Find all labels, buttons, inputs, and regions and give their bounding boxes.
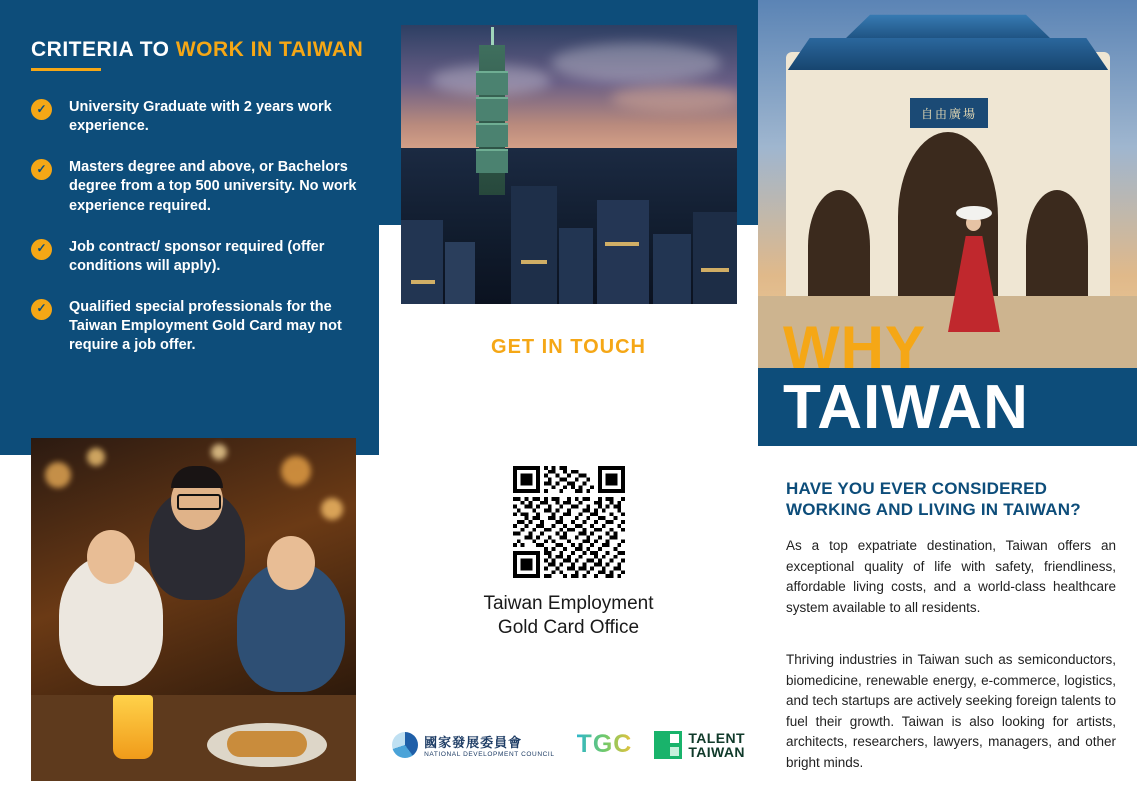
considered-heading-line1: HAVE YOU EVER CONSIDERED [786, 479, 1048, 498]
bokeh-light [281, 456, 311, 486]
person-face [87, 530, 135, 584]
bokeh-light [45, 462, 71, 488]
gate-arch-right [1026, 190, 1088, 302]
list-item-text: Masters degree and above, or Bachelors degree from a top 500 university. No work experience required. [69, 159, 357, 214]
person-face [267, 536, 315, 590]
window-light [521, 260, 547, 264]
taipei-skyline-photo [401, 25, 737, 304]
tower-segment [476, 71, 508, 95]
friends-photo [31, 438, 356, 781]
building [445, 242, 475, 304]
window-light [411, 280, 435, 284]
food-item [227, 731, 307, 757]
ndc-logo-english: NATIONAL DEVELOPMENT COUNCIL [424, 750, 555, 758]
list-item-text: Qualified special professionals for the Taiwan Employment Gold Card may not require a job offer. [69, 298, 342, 354]
qr-code[interactable] [513, 466, 625, 578]
building [693, 212, 737, 304]
building [653, 234, 691, 304]
bokeh-light [87, 448, 105, 466]
building [559, 228, 593, 304]
list-item-text: University Graduate with 2 years work experience. [69, 99, 332, 135]
talent-taiwan-logo [654, 731, 745, 759]
get-in-touch-heading: GET IN TOUCH [491, 336, 646, 358]
eyeglasses-icon [177, 494, 221, 510]
talent-taiwan-logo-icon [654, 731, 682, 759]
criteria-title [31, 38, 363, 62]
talent-taiwan-line2: TAIWAN [688, 743, 745, 760]
woman-in-red-dress [944, 206, 1002, 332]
check-icon: ✓ [31, 99, 52, 120]
gate-arch-left [808, 190, 870, 302]
building [597, 200, 649, 304]
sun-hat [956, 206, 992, 220]
window-light [605, 242, 639, 246]
ndc-logo [392, 732, 554, 758]
ndc-logo-icon [392, 732, 418, 758]
qr-code-image [513, 466, 625, 578]
office-caption-line2: Gold Card Office [497, 616, 640, 638]
check-icon: ✓ [31, 239, 52, 260]
why-heading: WHY [783, 314, 926, 381]
ndc-logo-chinese: 國家發展委員會 [424, 734, 523, 750]
criteria-title-prefix: CRITERIA TO [31, 38, 176, 61]
liberty-square-gate-photo [758, 0, 1137, 368]
building [401, 220, 443, 304]
bokeh-light [211, 444, 227, 460]
gate-plaque: 自由廣場 [910, 98, 988, 128]
tgc-logo: TGC [576, 730, 633, 758]
cloud [551, 43, 721, 83]
partner-logos [379, 730, 758, 759]
criteria-title-highlight: WORK IN TAIWAN [175, 38, 364, 61]
list-item-text: Job contract/ sponsor required (offer conditions will apply). [69, 238, 325, 274]
tower-segment [476, 123, 508, 147]
talent-taiwan-line1: TALENT [688, 729, 745, 746]
paragraph-industries: Thriving industries in Taiwan such as semiconductors, biomedicine, renewable energy, e-commerce, logistics, and tech startups are actively seeking foreign talents to fuel their growth. Taiwan is also looking for artists, architects, researchers, lawyers, managers, and other bright minds. [786, 652, 1116, 770]
building [511, 186, 557, 304]
considered-heading [786, 478, 1116, 521]
window-light [701, 268, 729, 272]
list-item [31, 298, 361, 355]
check-icon: ✓ [31, 299, 52, 320]
tower-segment [476, 97, 508, 121]
list-item [31, 98, 361, 136]
drink-glass [113, 695, 153, 759]
list-item [31, 238, 361, 276]
list-item [31, 158, 361, 215]
considered-heading-line2: WORKING AND LIVING IN TAIWAN? [786, 500, 1081, 520]
cloud [611, 85, 737, 111]
taiwan-heading: TAIWAN [783, 373, 1029, 442]
tower-segment [476, 149, 508, 173]
bokeh-light [321, 498, 343, 520]
office-caption [379, 592, 758, 640]
criteria-panel [0, 0, 379, 455]
paragraph-expat-destination: As a top expatriate destination, Taiwan offers an exceptional quality of life with safety, friendliness, affordable living costs, and a world-class healthcare system available to all residents. [786, 538, 1116, 615]
red-dress [948, 236, 1000, 332]
contact-panel [379, 0, 758, 808]
title-underline-rule [31, 68, 101, 71]
office-caption-line1: Taiwan Employment [483, 593, 654, 614]
taipei-101-tower [479, 45, 505, 195]
check-icon: ✓ [31, 159, 52, 180]
criteria-list [31, 98, 361, 377]
